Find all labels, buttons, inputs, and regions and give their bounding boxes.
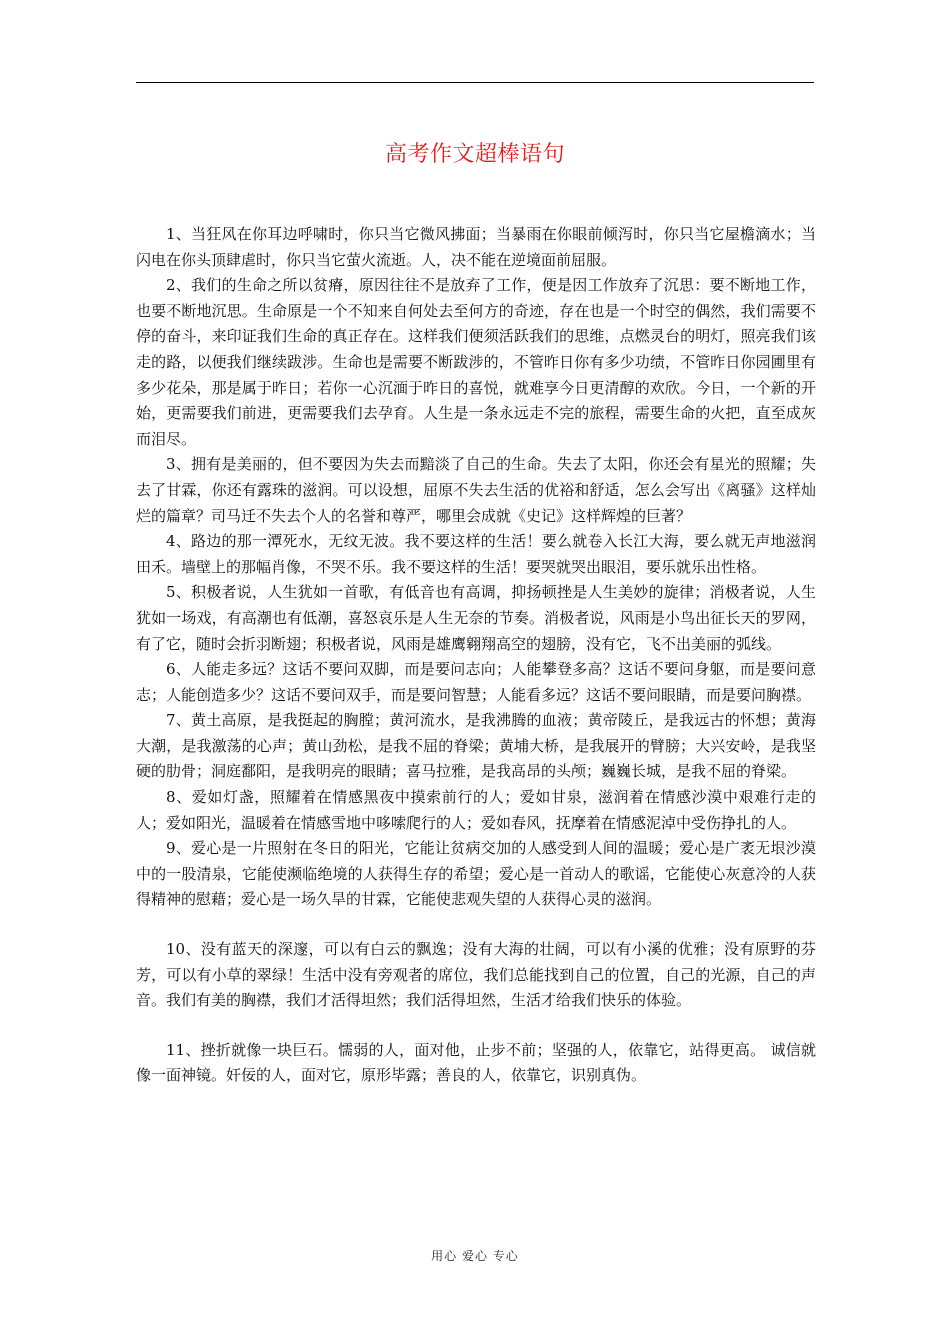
page-footer: 用心 爱心 专心 <box>431 1249 519 1263</box>
paragraph-7: 7、黄土高原，是我挺起的胸膛；黄河流水，是我沸腾的血液；黄帝陵丘，是我远古的怀想；黄海大潮，是我激荡的心声；黄山劲松，是我不屈的脊梁；黄埔大桥，是我展开的臂膀；大兴安岭，是我坚硬的肋骨；洞庭鄱阳，是我明亮的眼睛；喜马拉雅，是我高昂的头颅；巍巍长城，是我不屈的脊梁。 <box>136 711 816 781</box>
paragraph-9: 9、爱心是一片照射在冬日的阳光，它能让贫病交加的人感受到人间的温暖；爱心是广袤无垠沙漠中的一股清泉，它能使濒临绝境的人获得生存的希望；爱心是一首动人的歌谣，它能使心灰意冷的人获得精神的慰藉；爱心是一场久旱的甘霖，它能使悲观失望的人获得心灵的滋润。 <box>136 839 816 909</box>
document-title: 高考作文超棒语句 <box>384 142 565 167</box>
paragraph-8: 8、爱如灯盏，照耀着在情感黑夜中摸索前行的人；爱如甘泉，滋润着在情感沙漠中艰难行走的人；爱如阳光，温暖着在情感雪地中哆嗦爬行的人；爱如春风，抚摩着在情感泥淖中受伤挣扎的人。 <box>136 788 816 832</box>
paragraph-11: 11、挫折就像一块巨石。懦弱的人，面对他，止步不前；坚强的人，依靠它，站得更高。 诚信就像一面神镜。奸佞的人，面对它，原形毕露；善良的人，依靠它，识别真伪。 <box>136 1040 816 1085</box>
document-body <box>136 222 816 1089</box>
paragraph-5: 5、积极者说，人生犹如一首歌，有低音也有高调，抑扬顿挫是人生美妙的旋律；消极者说，人生犹如一场戏，有高潮也有低潮，喜怒哀乐是人生无奈的节奏。消极者说，风雨是小鸟出征长天的罗网，有了它，随时会折羽断翅；积极者说，风雨是雄鹰翱翔高空的翅膀，没有它，飞不出美丽的弧线。 <box>136 583 816 653</box>
paragraph-1: 1、当狂风在你耳边呼啸时，你只当它微风拂面；当暴雨在你眼前倾泻时，你只当它屋檐滴水；当闪电在你头顶肆虐时，你只当它萤火流逝。人，决不能在逆境面前屈服。 <box>136 225 816 269</box>
header-rule <box>136 82 814 83</box>
paragraph-2: 2、我们的生命之所以贫瘠，原因往往不是放弃了工作，便是因工作放弃了沉思：要不断地工作，也要不断地沉思。生命原是一个不知来自何处去至何方的奇迹，存在也是一个时空的偶然，我们需要不停的奋斗，来印证我们生命的真正存在。这样我们便须活跃我们的思维，点燃灵台的明灯，照亮我们该走的路，以便我们继续跋涉。生命也是需要不断跋涉的，不管昨日你有多少功绩，不管昨日你园圃里有多少花朵，那是属于昨日；若你一心沉湎于昨日的喜悦，就难享今日更清醇的欢欣。今日，一个新的开始，更需要我们前进，更需要我们去孕育。人生是一条永远走不完的旅程，需要生命的火把，直至成灰而泪尽。 <box>136 276 816 448</box>
paragraph-6: 6、人能走多远？这话不要问双脚，而是要问志向；人能攀登多高？这话不要问身躯，而是要问意志；人能创造多少？这话不要问双手，而是要问智慧；人能看多远？这话不要问眼睛，而是要问胸襟。 <box>136 660 816 704</box>
paragraph-3: 3、拥有是美丽的，但不要因为失去而黯淡了自己的生命。失去了太阳，你还会有星光的照耀；失去了甘霖，你还有露珠的滋润。可以设想，屈原不失去生活的优裕和舒适，怎么会写出《离骚》这样灿烂的篇章？司马迁不失去个人的名誉和尊严，哪里会成就《史记》这样辉煌的巨著？ <box>136 455 816 525</box>
paragraph-10: 10、没有蓝天的深邃，可以有白云的飘逸；没有大海的壮阔，可以有小溪的优雅；没有原野的芬芳，可以有小草的翠绿！生活中没有旁观者的席位，我们总能找到自己的位置，自己的光源，自己的声音。我们有美的胸襟，我们才活得坦然；我们活得坦然，生活才给我们快乐的体验。 <box>136 940 816 1010</box>
paragraph-4: 4、路边的那一潭死水，无纹无波。我不要这样的生活！要么就卷入长江大海，要么就无声地滋润田禾。墙壁上的那幅肖像，不哭不乐。我不要这样的生活！要哭就哭出眼泪，要乐就乐出性格。 <box>136 532 816 576</box>
